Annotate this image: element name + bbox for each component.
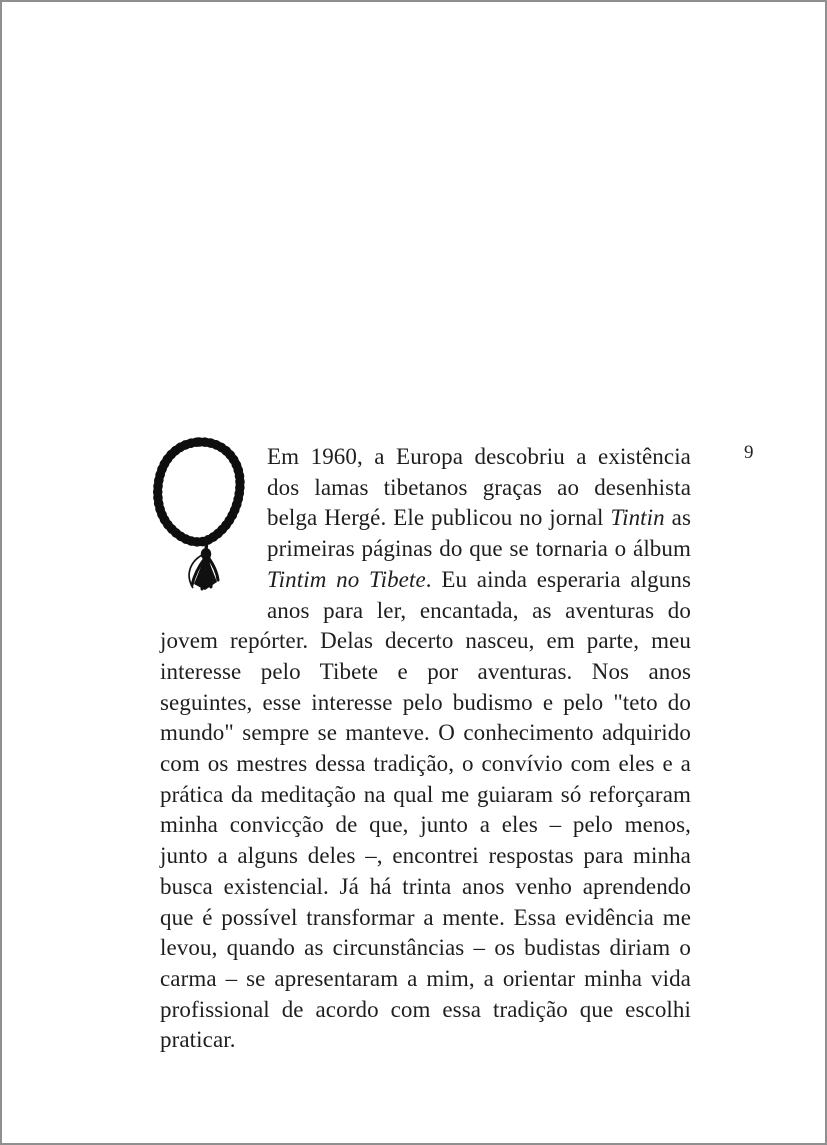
mala-beads-icon (147, 434, 253, 594)
italic-title-tintin: Tintin (610, 505, 665, 531)
paragraph-text: Em 1960, a Europa descobriu a existência dos lamas tibetanos graças ao desenhista belga Hergé. Ele publicou no jornal (267, 444, 691, 531)
paragraph-text: as primeiras páginas do que se tornaria o álbum (267, 505, 691, 562)
mala-illustration (160, 442, 267, 596)
italic-title-tintim-no-tibete: Tintim no Tibete (267, 566, 426, 592)
paragraph-text: . Eu ainda esperaria alguns anos para ler, encantada, as aventuras do jovem repórter. Delas decerto nasceu, em parte, meu interesse pelo Tibete e por aventuras. Nos anos seguintes, esse interesse pelo budismo e pelo "teto do mundo" sempre se manteve. O conhecimento adquirido com os mestres dessa tradição, o convívio com eles e a prática da meditação na qual me guiaram só reforçaram minha convicção de que, junto a eles – pelo menos, junto a alguns deles –, encontrei respostas para minha busca existencial. Já há trinta anos venho aprendendo que é possível transformar a mente. Essa evidência me levou, quando as circunstâncias – os budistas diriam o carma – se apresentaram a mim, a orientar minha vida profissional de acordo com essa tradição que escolhi praticar. (160, 566, 691, 1053)
page-number: 9 (744, 442, 754, 463)
body-text (160, 442, 691, 1056)
